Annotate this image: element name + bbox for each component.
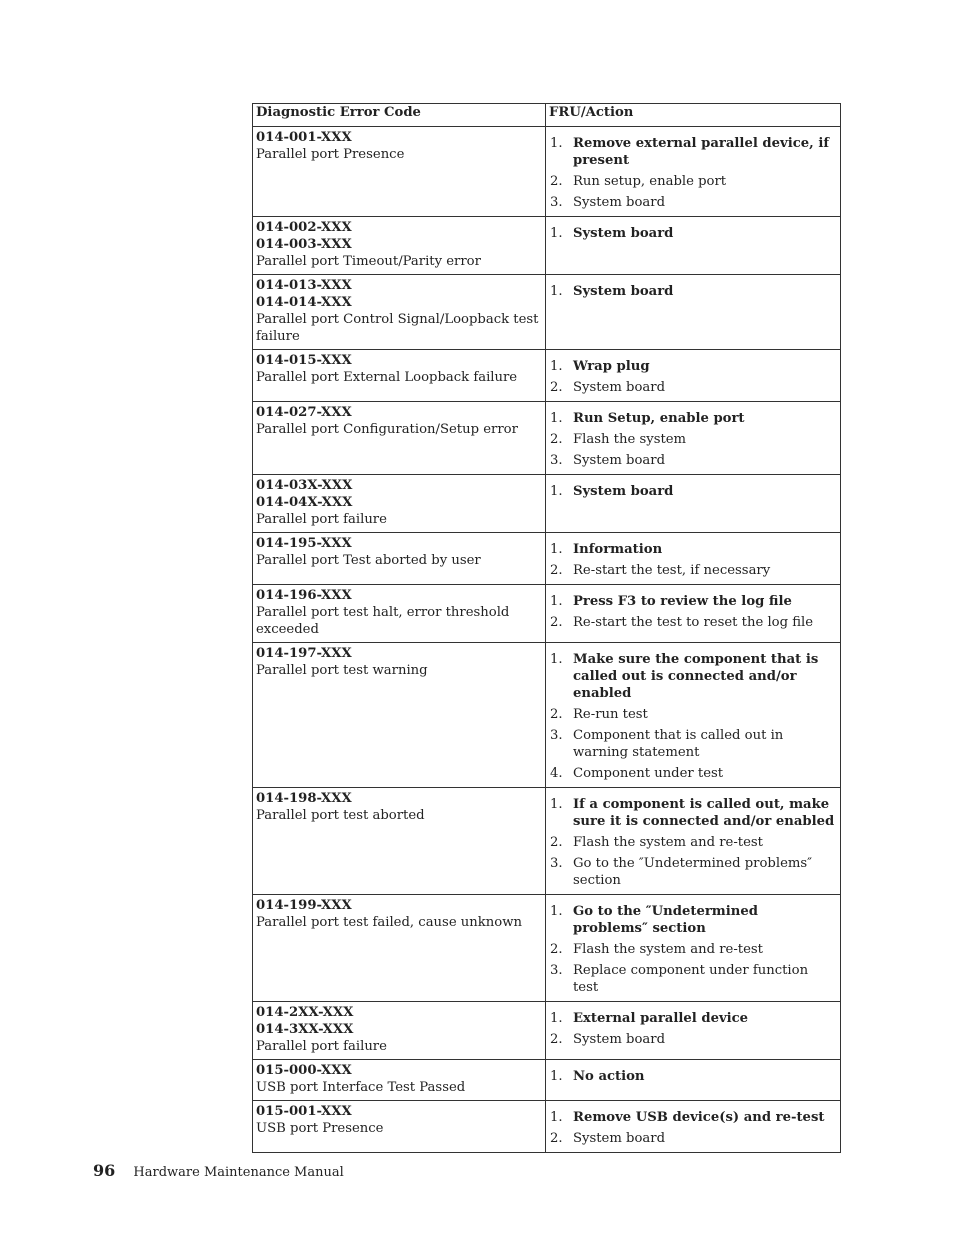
table-row <box>253 127 841 217</box>
action-text: System board <box>573 1131 666 1146</box>
action-text: Run setup, enable port <box>573 174 727 189</box>
action-text: Run Setup, enable port <box>573 411 745 426</box>
error-code: 014-03X-XXX <box>256 478 353 493</box>
table-row <box>253 1101 841 1153</box>
action-list <box>549 541 837 579</box>
action-item <box>549 796 837 830</box>
fru-action-cell <box>546 1101 841 1153</box>
table-body <box>253 127 841 1153</box>
error-code: 014-002-XXX <box>256 220 352 235</box>
fru-action-cell <box>546 643 841 788</box>
error-code-cell <box>253 402 546 475</box>
action-item <box>549 562 837 579</box>
action-text: Component that is called out in warning statement <box>573 728 784 760</box>
table-row <box>253 402 841 475</box>
action-item <box>549 651 837 702</box>
action-number: 3. <box>550 728 563 743</box>
error-code: 014-2XX-XXX <box>256 1005 354 1020</box>
action-item <box>549 358 837 375</box>
error-code-cell <box>253 1101 546 1153</box>
error-code: 014-013-XXX <box>256 278 352 293</box>
error-description: Parallel port Configuration/Setup error <box>256 422 518 437</box>
error-code-cell <box>253 217 546 275</box>
action-list <box>549 1068 837 1085</box>
error-code-cell <box>253 895 546 1002</box>
footer-title: Hardware Maintenance Manual <box>133 1165 344 1180</box>
action-text: System board <box>573 226 674 241</box>
action-item <box>549 225 837 242</box>
action-item <box>549 410 837 427</box>
action-number: 1. <box>550 904 563 919</box>
error-code: 014-003-XXX <box>256 237 352 252</box>
action-item <box>549 283 837 300</box>
action-text: Re-start the test to reset the log file <box>573 615 814 630</box>
action-text: System board <box>573 195 666 210</box>
diagnostic-table <box>252 103 841 1153</box>
action-item <box>549 1109 837 1126</box>
action-item <box>549 1130 837 1147</box>
error-description: USB port Presence <box>256 1121 384 1136</box>
action-number: 3. <box>550 963 563 978</box>
error-code-cell <box>253 275 546 350</box>
action-number: 2. <box>550 380 563 395</box>
action-item <box>549 173 837 190</box>
action-list <box>549 225 837 242</box>
action-number: 1. <box>550 594 563 609</box>
action-number: 1. <box>550 359 563 374</box>
action-number: 1. <box>550 652 563 667</box>
action-list <box>549 1010 837 1048</box>
action-number: 4. <box>550 766 563 781</box>
action-list <box>549 410 837 469</box>
action-text: System board <box>573 453 666 468</box>
action-number: 1. <box>550 797 563 812</box>
fru-action-cell <box>546 275 841 350</box>
table-row <box>253 275 841 350</box>
action-item <box>549 962 837 996</box>
action-number: 2. <box>550 942 563 957</box>
action-text: External parallel device <box>573 1011 749 1026</box>
action-list <box>549 135 837 211</box>
table-row <box>253 475 841 533</box>
action-list <box>549 358 837 396</box>
action-text: Remove external parallel device, if present <box>573 136 829 168</box>
error-description: Parallel port External Loopback failure <box>256 370 518 385</box>
table-row <box>253 643 841 788</box>
action-text: System board <box>573 484 674 499</box>
error-code: 014-196-XXX <box>256 588 352 603</box>
table-row <box>253 895 841 1002</box>
action-text: System board <box>573 380 666 395</box>
fru-action-cell <box>546 895 841 1002</box>
action-text: Information <box>573 542 663 557</box>
action-number: 3. <box>550 453 563 468</box>
error-code-cell <box>253 350 546 402</box>
table-row <box>253 533 841 585</box>
action-item <box>549 541 837 558</box>
action-item <box>549 593 837 610</box>
action-number: 2. <box>550 707 563 722</box>
fru-action-cell <box>546 217 841 275</box>
table-row <box>253 585 841 643</box>
error-description: Parallel port failure <box>256 512 387 527</box>
action-number: 1. <box>550 226 563 241</box>
action-text: Go to the ″Undetermined problems″ section <box>573 904 758 936</box>
action-number: 1. <box>550 411 563 426</box>
table-row <box>253 1002 841 1060</box>
action-item <box>549 1068 837 1085</box>
action-number: 2. <box>550 1131 563 1146</box>
action-text: Remove USB device(s) and re-test <box>573 1110 825 1125</box>
action-item <box>549 483 837 500</box>
action-number: 1. <box>550 542 563 557</box>
error-code: 014-198-XXX <box>256 791 352 806</box>
error-code: 014-195-XXX <box>256 536 352 551</box>
page-footer <box>93 1161 344 1180</box>
action-item <box>549 727 837 761</box>
page-number: 96 <box>93 1161 116 1180</box>
action-list <box>549 796 837 889</box>
error-code-cell <box>253 643 546 788</box>
error-code: 014-001-XXX <box>256 130 352 145</box>
error-code-cell <box>253 127 546 217</box>
table-header-row <box>253 104 841 127</box>
error-code-cell <box>253 475 546 533</box>
error-description: Parallel port Control Signal/Loopback test failure <box>256 312 539 344</box>
table-row <box>253 1060 841 1101</box>
action-item <box>549 834 837 851</box>
action-list <box>549 283 837 300</box>
action-number: 1. <box>550 136 563 151</box>
error-description: USB port Interface Test Passed <box>256 1080 466 1095</box>
action-number: 2. <box>550 174 563 189</box>
fru-action-cell <box>546 402 841 475</box>
fru-action-cell <box>546 1060 841 1101</box>
action-text: System board <box>573 284 674 299</box>
fru-action-cell <box>546 127 841 217</box>
error-description: Parallel port test warning <box>256 663 428 678</box>
action-text: Re-start the test, if necessary <box>573 563 771 578</box>
error-description: Parallel port test aborted <box>256 808 425 823</box>
action-number: 2. <box>550 563 563 578</box>
table-row <box>253 788 841 895</box>
action-text: Wrap plug <box>573 359 650 374</box>
action-item <box>549 194 837 211</box>
action-item <box>549 614 837 631</box>
action-number: 2. <box>550 835 563 850</box>
action-text: Make sure the component that is called out is connected and/or enabled <box>573 652 819 701</box>
error-code-cell <box>253 788 546 895</box>
error-code: 014-015-XXX <box>256 353 352 368</box>
error-code: 014-199-XXX <box>256 898 352 913</box>
table-row <box>253 217 841 275</box>
error-code: 014-197-XXX <box>256 646 352 661</box>
action-list <box>549 483 837 500</box>
error-code: 015-000-XXX <box>256 1063 352 1078</box>
action-text: Flash the system and re-test <box>573 942 763 957</box>
action-number: 1. <box>550 1069 563 1084</box>
fru-action-cell <box>546 350 841 402</box>
action-number: 2. <box>550 432 563 447</box>
action-item <box>549 431 837 448</box>
error-description: Parallel port Test aborted by user <box>256 553 481 568</box>
error-code-cell <box>253 1060 546 1101</box>
action-item <box>549 855 837 889</box>
error-description: Parallel port test failed, cause unknown <box>256 915 523 930</box>
header-error-code: Diagnostic Error Code <box>253 104 546 127</box>
action-text: Press F3 to review the log file <box>573 594 792 609</box>
action-text: System board <box>573 1032 666 1047</box>
action-list <box>549 903 837 996</box>
error-description: Parallel port failure <box>256 1039 387 1054</box>
error-code: 014-014-XXX <box>256 295 352 310</box>
action-text: If a component is called out, make sure it is connected and/or enabled <box>573 797 835 829</box>
error-code: 014-027-XXX <box>256 405 352 420</box>
action-item <box>549 941 837 958</box>
action-text: Flash the system <box>573 432 687 447</box>
error-description: Parallel port test halt, error threshold exceeded <box>256 605 510 637</box>
action-item <box>549 903 837 937</box>
action-list <box>549 593 837 631</box>
action-text: Component under test <box>573 766 724 781</box>
table-row <box>253 350 841 402</box>
action-number: 3. <box>550 856 563 871</box>
action-number: 3. <box>550 195 563 210</box>
action-item <box>549 1010 837 1027</box>
action-text: Go to the ″Undetermined problems″ section <box>573 856 813 888</box>
action-number: 1. <box>550 1110 563 1125</box>
action-item <box>549 452 837 469</box>
action-list <box>549 651 837 782</box>
action-item <box>549 379 837 396</box>
action-text: No action <box>573 1069 645 1084</box>
action-number: 2. <box>550 615 563 630</box>
action-number: 1. <box>550 484 563 499</box>
action-number: 1. <box>550 1011 563 1026</box>
action-item <box>549 765 837 782</box>
action-number: 1. <box>550 284 563 299</box>
error-description: Parallel port Timeout/Parity error <box>256 254 481 269</box>
action-item <box>549 135 837 169</box>
fru-action-cell <box>546 533 841 585</box>
action-list <box>549 1109 837 1147</box>
action-item <box>549 1031 837 1048</box>
action-text: Replace component under function test <box>573 963 809 995</box>
error-code: 014-04X-XXX <box>256 495 353 510</box>
error-code-cell <box>253 585 546 643</box>
fru-action-cell <box>546 1002 841 1060</box>
fru-action-cell <box>546 788 841 895</box>
error-code: 014-3XX-XXX <box>256 1022 354 1037</box>
action-number: 2. <box>550 1032 563 1047</box>
error-description: Parallel port Presence <box>256 147 405 162</box>
action-item <box>549 706 837 723</box>
fru-action-cell <box>546 475 841 533</box>
error-code-cell <box>253 533 546 585</box>
error-code: 015-001-XXX <box>256 1104 352 1119</box>
fru-action-cell <box>546 585 841 643</box>
header-fru-action: FRU/Action <box>546 104 841 127</box>
error-code-cell <box>253 1002 546 1060</box>
action-text: Flash the system and re-test <box>573 835 763 850</box>
action-text: Re-run test <box>573 707 648 722</box>
